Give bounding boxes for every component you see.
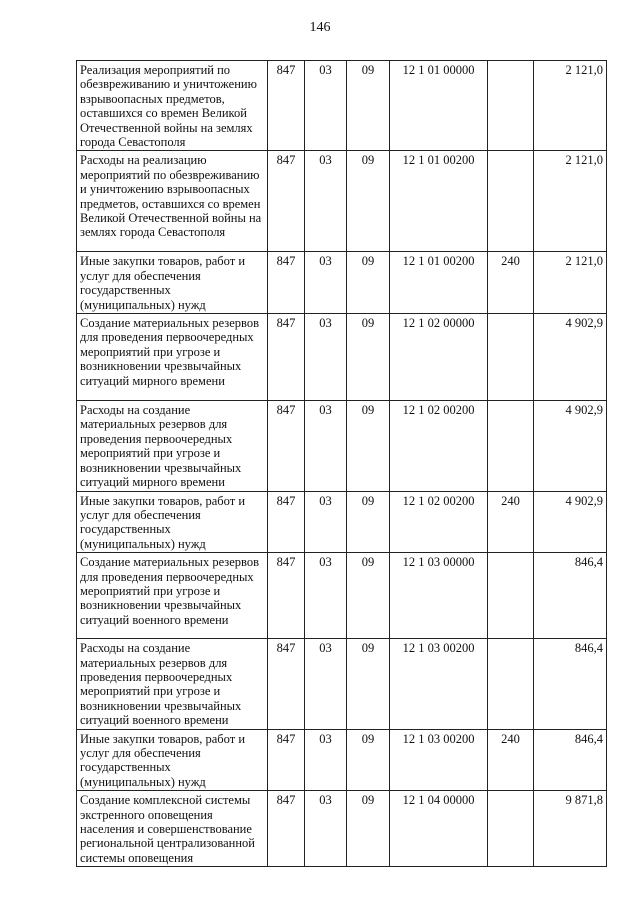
amount-cell: 2 121,0	[534, 61, 607, 151]
row-name-cell: Реализация мероприятий по обезвреживанию и уничтожению взрывоопасных предметов, оставшихся со времен Великой Отечественной войны на землях города Севастополя	[77, 61, 268, 151]
table-row	[77, 252, 607, 314]
grbs-cell: 847	[268, 314, 305, 401]
table-row	[77, 151, 607, 252]
expense-type-cell	[488, 553, 534, 639]
target-article-cell: 12 1 01 00000	[390, 61, 488, 151]
target-article-cell: 12 1 02 00200	[390, 401, 488, 491]
subsection-cell: 09	[347, 314, 390, 401]
subsection-cell: 09	[347, 252, 390, 314]
grbs-cell: 847	[268, 791, 305, 867]
grbs-cell: 847	[268, 61, 305, 151]
section-cell: 03	[305, 791, 347, 867]
table-row	[77, 314, 607, 401]
target-article-cell: 12 1 01 00200	[390, 151, 488, 252]
table-row	[77, 639, 607, 729]
subsection-cell: 09	[347, 553, 390, 639]
grbs-cell: 847	[268, 639, 305, 729]
target-article-cell: 12 1 01 00200	[390, 252, 488, 314]
expense-type-cell: 240	[488, 491, 534, 553]
table-row	[77, 553, 607, 639]
section-cell: 03	[305, 314, 347, 401]
amount-cell: 4 902,9	[534, 491, 607, 553]
grbs-cell: 847	[268, 151, 305, 252]
subsection-cell: 09	[347, 61, 390, 151]
grbs-cell: 847	[268, 729, 305, 791]
subsection-cell: 09	[347, 401, 390, 491]
budget-table	[76, 60, 607, 867]
section-cell: 03	[305, 553, 347, 639]
subsection-cell: 09	[347, 791, 390, 867]
section-cell: 03	[305, 401, 347, 491]
target-article-cell: 12 1 03 00000	[390, 553, 488, 639]
row-name-cell: Создание материальных резервов для проведения первоочередных мероприятий при угрозе и возникновении чрезвычайных ситуаций военного времени	[77, 553, 268, 639]
amount-cell: 9 871,8	[534, 791, 607, 867]
target-article-cell: 12 1 03 00200	[390, 639, 488, 729]
expense-type-cell	[488, 639, 534, 729]
row-name-cell: Создание комплексной системы экстренного оповещения населения и совершенствование региональной централизованной системы оповещения	[77, 791, 268, 867]
row-name-cell: Иные закупки товаров, работ и услуг для обеспечения государственных (муниципальных) нужд	[77, 491, 268, 553]
expense-type-cell	[488, 314, 534, 401]
section-cell: 03	[305, 639, 347, 729]
amount-cell: 4 902,9	[534, 401, 607, 491]
row-name-cell: Расходы на реализацию мероприятий по обезвреживанию и уничтожению взрывоопасных предметов, оставшихся со времен Великой Отечественной войны на землях города Севастополя	[77, 151, 268, 252]
target-article-cell: 12 1 02 00000	[390, 314, 488, 401]
table-row	[77, 491, 607, 553]
table-row	[77, 61, 607, 151]
subsection-cell: 09	[347, 639, 390, 729]
grbs-cell: 847	[268, 553, 305, 639]
amount-cell: 846,4	[534, 553, 607, 639]
section-cell: 03	[305, 252, 347, 314]
row-name-cell: Иные закупки товаров, работ и услуг для обеспечения государственных (муниципальных) нужд	[77, 252, 268, 314]
section-cell: 03	[305, 151, 347, 252]
subsection-cell: 09	[347, 151, 390, 252]
section-cell: 03	[305, 729, 347, 791]
expense-type-cell: 240	[488, 252, 534, 314]
subsection-cell: 09	[347, 491, 390, 553]
section-cell: 03	[305, 61, 347, 151]
amount-cell: 846,4	[534, 639, 607, 729]
page-number: 146	[309, 20, 331, 35]
expense-type-cell	[488, 401, 534, 491]
row-name-cell: Расходы на создание материальных резервов для проведения первоочередных мероприятий при угрозе и возникновении чрезвычайных ситуаций военного времени	[77, 639, 268, 729]
target-article-cell: 12 1 04 00000	[390, 791, 488, 867]
table-row	[77, 791, 607, 867]
target-article-cell: 12 1 02 00200	[390, 491, 488, 553]
row-name-cell: Расходы на создание материальных резервов для проведения первоочередных мероприятий при угрозе и возникновении чрезвычайных ситуаций мирного времени	[77, 401, 268, 491]
amount-cell: 846,4	[534, 729, 607, 791]
amount-cell: 2 121,0	[534, 151, 607, 252]
table-row	[77, 729, 607, 791]
target-article-cell: 12 1 03 00200	[390, 729, 488, 791]
expense-type-cell: 240	[488, 729, 534, 791]
expense-type-cell	[488, 151, 534, 252]
amount-cell: 2 121,0	[534, 252, 607, 314]
row-name-cell: Создание материальных резервов для проведения первоочередных мероприятий при угрозе и возникновении чрезвычайных ситуаций мирного времени	[77, 314, 268, 401]
expense-type-cell	[488, 61, 534, 151]
grbs-cell: 847	[268, 401, 305, 491]
section-cell: 03	[305, 491, 347, 553]
subsection-cell: 09	[347, 729, 390, 791]
expense-type-cell	[488, 791, 534, 867]
row-name-cell: Иные закупки товаров, работ и услуг для обеспечения государственных (муниципальных) нужд	[77, 729, 268, 791]
grbs-cell: 847	[268, 252, 305, 314]
amount-cell: 4 902,9	[534, 314, 607, 401]
grbs-cell: 847	[268, 491, 305, 553]
table-row	[77, 401, 607, 491]
